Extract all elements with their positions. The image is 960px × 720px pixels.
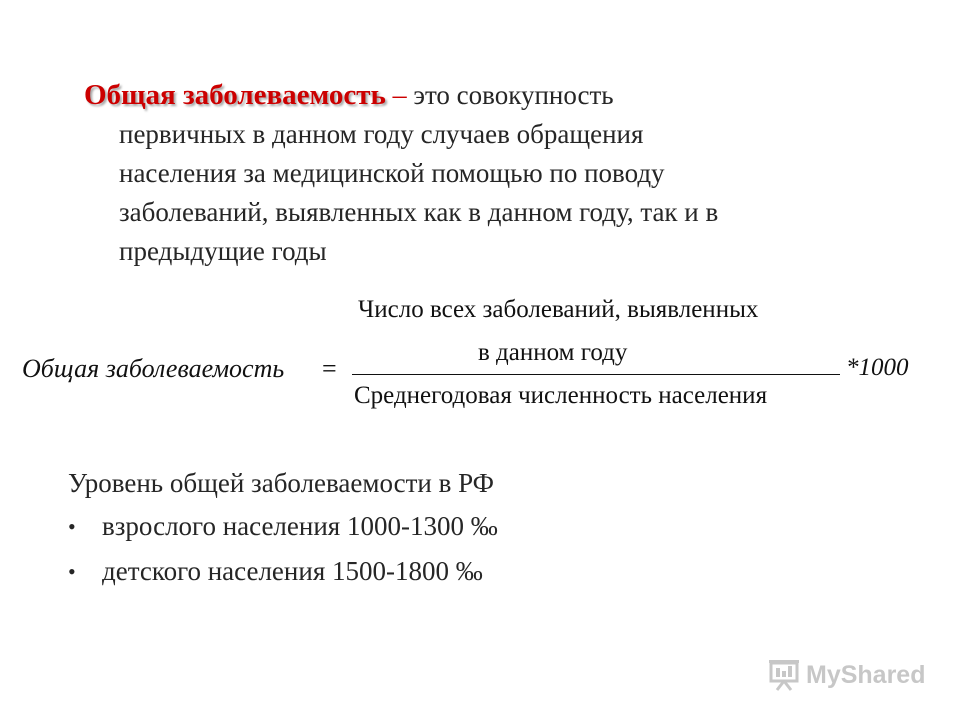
levels-item-adult: взрослого населения 1000-1300 ‰ <box>102 511 498 541</box>
formula-fraction-bar <box>352 374 840 375</box>
formula-denominator: Среднегодовая численность населения <box>354 382 768 409</box>
formula-multiplier: *1000 <box>846 354 909 381</box>
definition-line-3: населения за медицинской помощью по поводу <box>119 158 665 188</box>
formula-equals-sign: = <box>322 354 337 383</box>
definition-first-line <box>84 76 784 115</box>
watermark-text: MyShared <box>806 660 926 689</box>
definition-block <box>84 76 784 271</box>
bullet-icon: • <box>68 559 76 584</box>
formula-numerator-line-2: в данном году <box>478 339 628 366</box>
list-item <box>68 549 498 594</box>
levels-list <box>68 504 498 594</box>
definition-term: Общая заболеваемость <box>84 79 386 111</box>
formula-numerator-line-1: Число всех заболеваний, выявленных <box>358 296 759 323</box>
watermark <box>766 652 925 698</box>
bullet-icon: • <box>68 514 76 539</box>
levels-section <box>68 462 498 594</box>
formula <box>0 290 960 420</box>
definition-line-1: это совокупность <box>413 80 614 110</box>
formula-lhs: Общая заболеваемость <box>22 354 285 383</box>
definition-dash: – <box>392 80 407 111</box>
definition-line-5: предыдущие годы <box>119 236 327 266</box>
projector-screen-icon <box>766 658 802 692</box>
levels-heading: Уровень общей заболеваемости в РФ <box>68 468 495 498</box>
list-item <box>68 504 498 549</box>
definition-line-4: заболеваний, выявленных как в данном году, так и в <box>119 197 719 227</box>
definition-line-2: первичных в данном году случаев обращения <box>119 119 644 149</box>
levels-item-child: детского населения 1500-1800 ‰ <box>102 556 483 586</box>
